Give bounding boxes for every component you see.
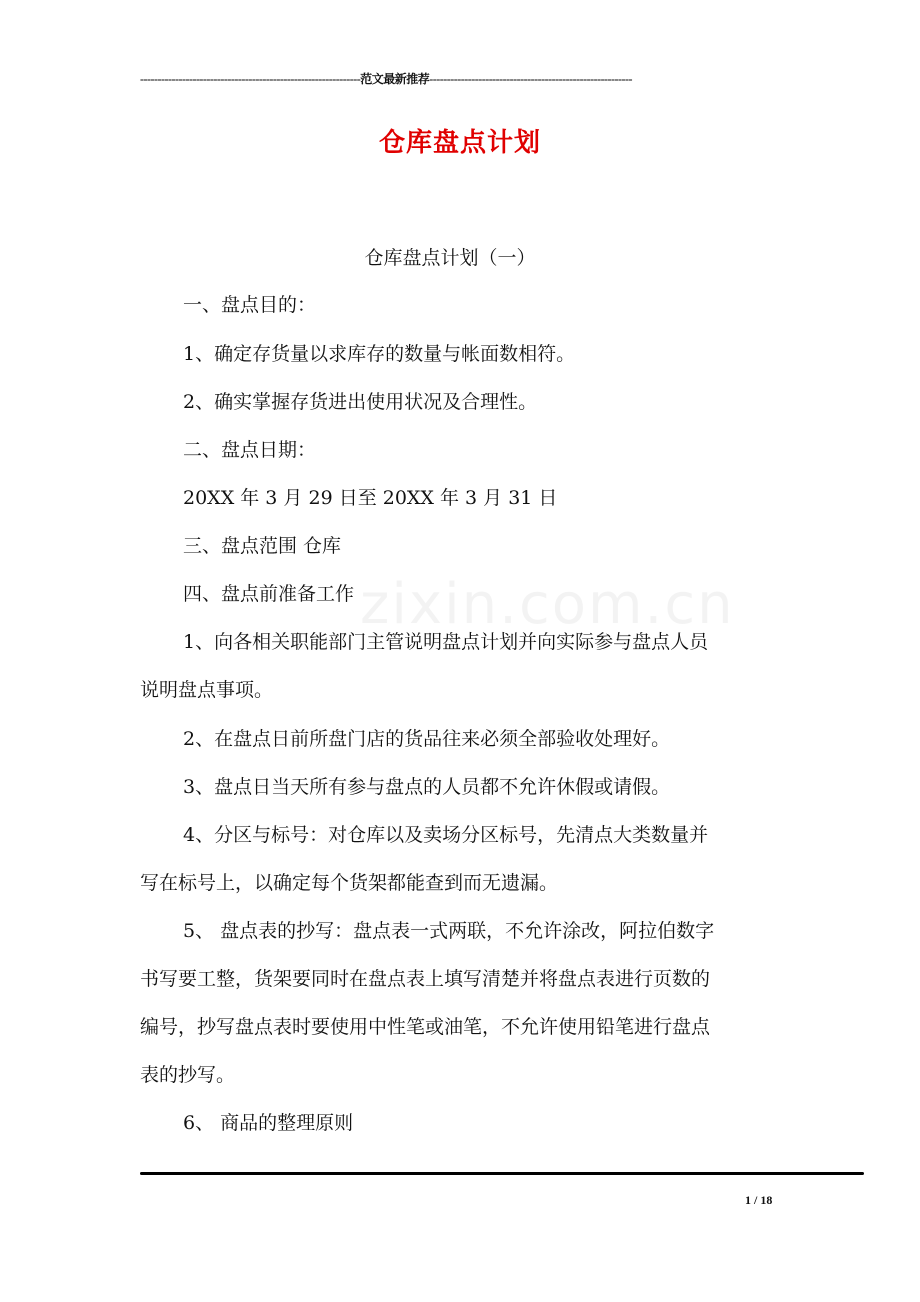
paragraph-line: 4、分区与标号：对仓库以及卖场分区标号，先清点大类数量并 [183, 824, 709, 846]
header-banner: ---------------------------------------------------------------范文最新推荐---------------------------------------------------------- [140, 72, 633, 86]
paragraph-line: 1、向各相关职能部门主管说明盘点计划并向实际参与盘点人员 [183, 631, 709, 653]
watermark [360, 572, 735, 637]
page-number: 1 / 18 [745, 1193, 773, 1207]
paragraph-line: 1、确定存货量以求库存的数量与帐面数相符。 [183, 343, 576, 365]
paragraph-line: 5、 盘点表的抄写：盘点表一式两联，不允许涂改，阿拉伯数字 [183, 920, 715, 942]
section-subtitle: 仓库盘点计划（一） [364, 247, 536, 269]
paragraph-line: 20XX 年 3 月 29 日至 20XX 年 3 月 31 日 [183, 487, 558, 509]
paragraph-line: 6、 商品的整理原则 [183, 1112, 354, 1134]
heading-purpose: 一、盘点目的： [183, 294, 317, 316]
heading-preparation: 四、盘点前准备工作 [183, 583, 355, 605]
paragraph-line: 3、盘点日当天所有参与盘点的人员都不允许休假或请假。 [183, 776, 671, 798]
paragraph-line: 写在标号上，以确定每个货架都能查到而无遗漏。 [140, 872, 559, 894]
paragraph-line: 表的抄写。 [140, 1064, 236, 1086]
paragraph-line: 编号，抄写盘点表时要使用中性笔或油笔，不允许使用铅笔进行盘点 [140, 1016, 711, 1038]
footer-divider [140, 1172, 864, 1175]
paragraph-line: 书写要工整，货架要同时在盘点表上填写清楚并将盘点表进行页数的 [140, 968, 711, 990]
paragraph-line: 说明盘点事项。 [140, 679, 274, 701]
heading-date: 二、盘点日期： [183, 439, 317, 461]
paragraph-line: 2、在盘点日前所盘门店的货品往来必须全部验收处理好。 [183, 728, 671, 750]
paragraph-line: 2、确实掌握存货进出使用状况及合理性。 [183, 391, 538, 413]
document-title: 仓库盘点计划 [378, 128, 541, 158]
heading-scope: 三、盘点范围 仓库 [183, 535, 342, 557]
